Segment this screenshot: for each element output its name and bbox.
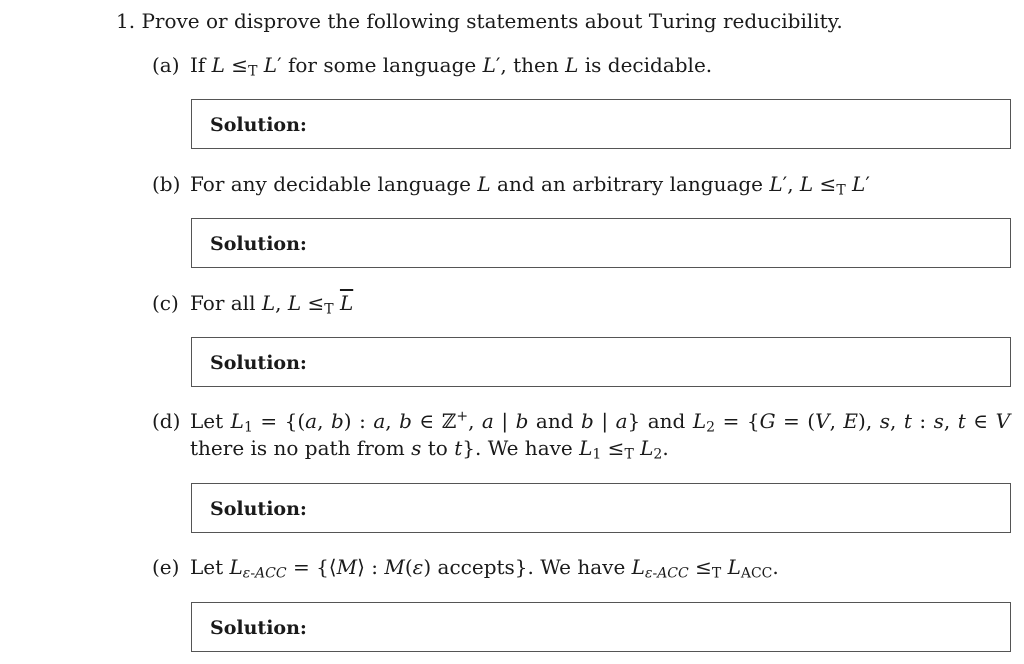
part-e-solution-label: Solution: — [210, 617, 307, 639]
part-b-statement: For any decidable language L and an arbitrary language L′, $L \le_T$ L′ — [190, 172, 870, 199]
part-e-statement: Let $L_{\varepsilon-ACC}$ = {⟨M⟩ : M(ε) accepts}. We have $L_{\varepsilon-ACC} \le_T$ $L_{ACC}$. — [190, 555, 779, 582]
part-c — [152, 290, 353, 317]
part-b-label: (b) — [152, 172, 181, 196]
part-b — [152, 171, 870, 198]
part-e-solution-box[interactable] — [191, 602, 1011, 652]
part-c-solution-label: Solution: — [210, 352, 307, 374]
part-c-label: (c) — [152, 291, 179, 315]
part-d — [152, 408, 1010, 462]
part-a-solution-box[interactable] — [191, 99, 1011, 149]
part-d-label: (d) — [152, 409, 181, 433]
question-prompt: Prove or disprove the following statements about Turing reducibility. — [141, 9, 843, 33]
part-d-solution-box[interactable] — [191, 483, 1011, 533]
part-c-solution-box[interactable] — [191, 337, 1011, 387]
part-b-solution-box[interactable] — [191, 218, 1011, 268]
question-heading — [116, 8, 843, 34]
part-a-solution-label: Solution: — [210, 114, 307, 136]
part-d-solution-label: Solution: — [210, 498, 307, 520]
part-e — [152, 554, 779, 581]
part-a-label: (a) — [152, 53, 180, 77]
part-d-statement: Let $L_1 = \{(a$, b) : a, b ∈ ℤ+, a | b and b | a} and $L_2 = \{G = (V$, E), s, t : s, t ∈ V there is no path from s to t}. We have $L_1 \le_T$ $L_2$. — [190, 408, 1011, 463]
part-e-label: (e) — [152, 555, 180, 579]
part-c-statement: For all L, $L \le_T$ $\overline{L}$ — [190, 291, 354, 318]
question-number: 1. — [116, 9, 136, 33]
part-b-solution-label: Solution: — [210, 233, 307, 255]
part-a-statement: If $L \le_T$ L′ for some language L′, then L is decidable. — [190, 53, 713, 80]
part-a — [152, 52, 712, 79]
